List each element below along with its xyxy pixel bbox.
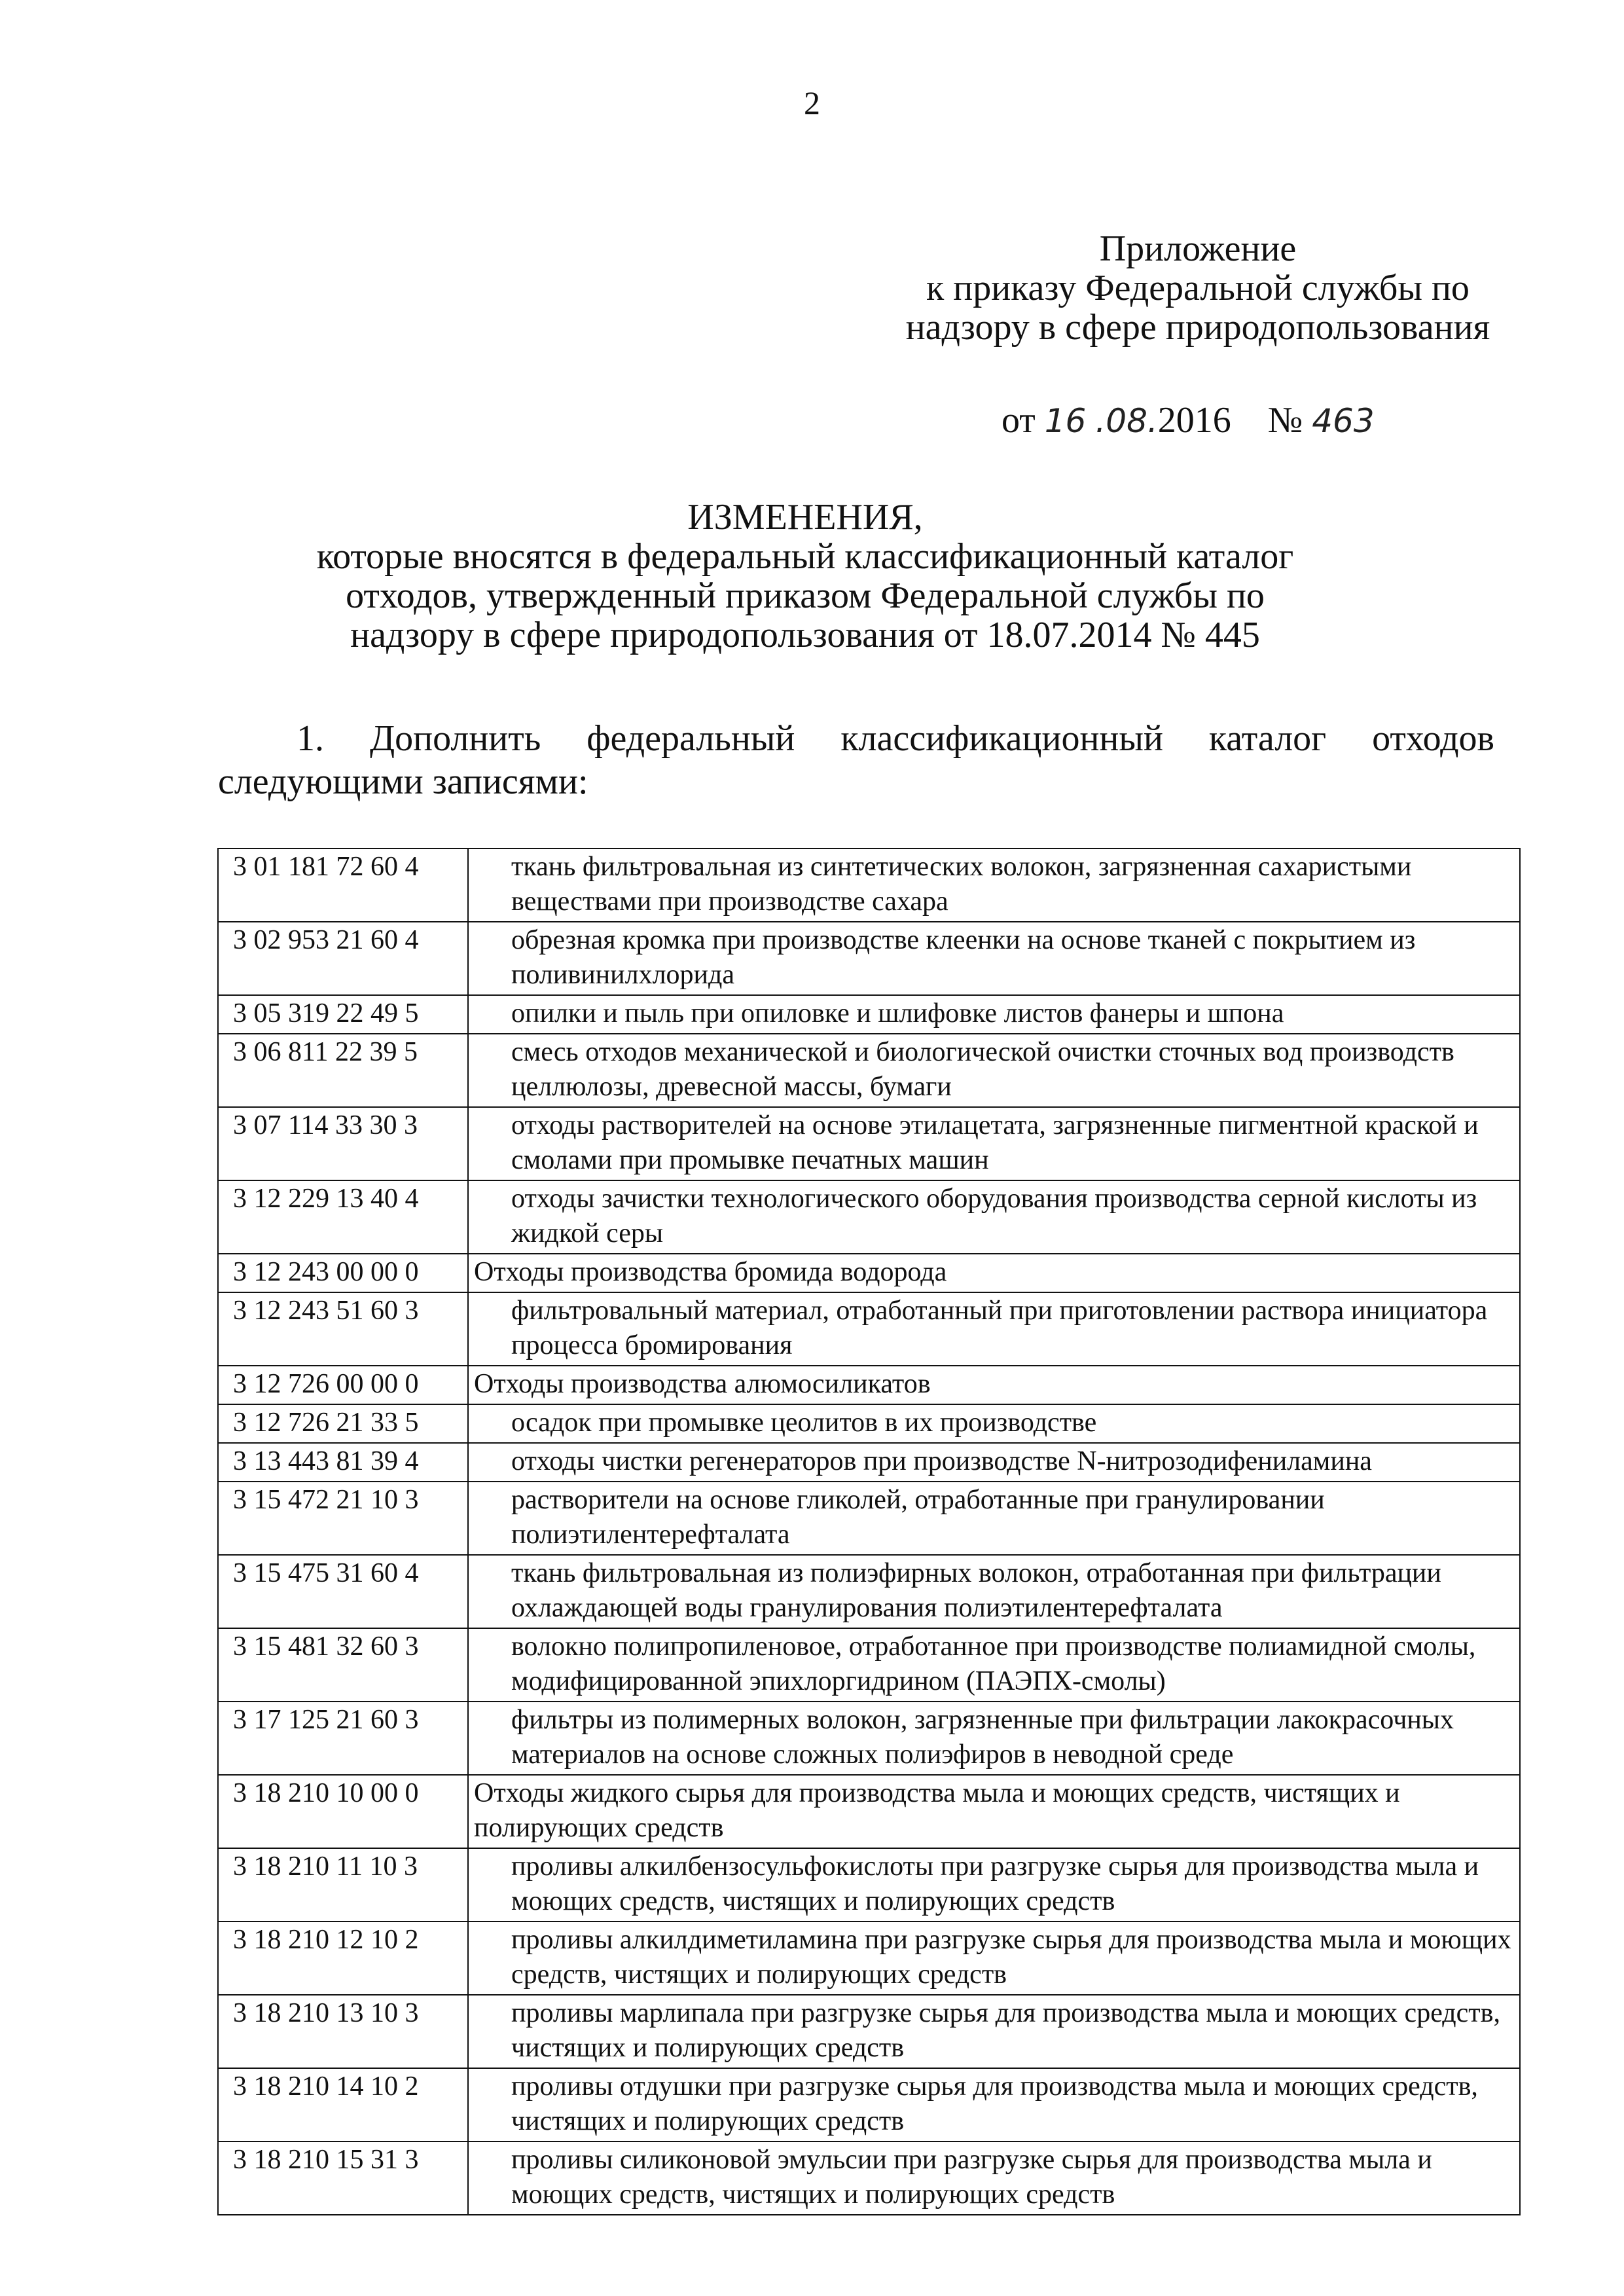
waste-code: 3 18 210 10 00 0 xyxy=(218,1775,468,1848)
order-day-handwritten: 16 xyxy=(1044,402,1087,440)
table-row xyxy=(218,1443,1520,1482)
intro-paragraph-line-1: 1. Дополнить федеральный классификационный каталог отходов xyxy=(297,718,1494,759)
order-year: 2016 xyxy=(1157,400,1231,441)
intro-paragraph-line-2: следующими записями: xyxy=(218,761,588,802)
waste-description: опилки и пыль при опиловке и шлифовке листов фанеры и шпона xyxy=(468,995,1520,1034)
waste-code: 3 12 243 00 00 0 xyxy=(218,1254,468,1292)
order-prefix: от xyxy=(1001,400,1036,441)
changes-subtitle-3: надзору в сфере природопользования от 18.07.2014 № 445 xyxy=(350,615,1260,655)
table-row xyxy=(218,1555,1520,1628)
waste-description: растворители на основе гликолей, отработанные при гранулировании полиэтилентерефталата xyxy=(468,1482,1520,1555)
waste-description: фильтровальный материал, отработанный при приготовлении раствора инициатора процесса бромирования xyxy=(468,1292,1520,1366)
waste-code: 3 15 475 31 60 4 xyxy=(218,1555,468,1628)
waste-code: 3 18 210 15 31 3 xyxy=(218,2141,468,2215)
table-row xyxy=(218,1848,1520,1922)
table-row xyxy=(218,1107,1520,1180)
table-row xyxy=(218,848,1520,922)
waste-description: проливы алкилдиметиламина при разгрузке сырья для производства мыла и моющих средств, чистящих и полирующих средств xyxy=(468,1922,1520,1995)
waste-code: 3 18 210 12 10 2 xyxy=(218,1922,468,1995)
order-number-handwritten: 463 xyxy=(1312,402,1375,440)
changes-heading: ИЗМЕНЕНИЯ, xyxy=(687,497,923,538)
waste-code: 3 06 811 22 39 5 xyxy=(218,1034,468,1107)
changes-title xyxy=(249,498,1362,655)
table-row xyxy=(218,2141,1520,2215)
waste-description: обрезная кромка при производстве клеенки на основе тканей с покрытием из поливинилхлорида xyxy=(468,922,1520,995)
waste-code: 3 05 319 22 49 5 xyxy=(218,995,468,1034)
waste-description: ткань фильтровальная из полиэфирных волокон, отработанная при фильтрации охлаждающей воды гранулирования полиэтилентерефталата xyxy=(468,1555,1520,1628)
waste-group-name: Отходы производства бромида водорода xyxy=(468,1254,1520,1292)
waste-group-name: Отходы производства алюмосиликатов xyxy=(468,1366,1520,1404)
table-row xyxy=(218,2068,1520,2141)
table-row xyxy=(218,1034,1520,1107)
order-number-sign: № xyxy=(1267,400,1303,441)
waste-code: 3 12 726 00 00 0 xyxy=(218,1366,468,1404)
table-row xyxy=(218,1628,1520,1702)
waste-code: 3 01 181 72 60 4 xyxy=(218,848,468,922)
table-row xyxy=(218,1922,1520,1995)
waste-description: отходы растворителей на основе этилацетата, загрязненные пигментной краской и смолами при промывке печатных машин xyxy=(468,1107,1520,1180)
waste-code: 3 12 726 21 33 5 xyxy=(218,1404,468,1443)
table-row xyxy=(218,1702,1520,1775)
appendix-line-3: надзору в сфере природопользования xyxy=(905,307,1490,348)
waste-description: смесь отходов механической и биологической очистки сточных вод производств целлюлозы, древесной массы, бумаги xyxy=(468,1034,1520,1107)
order-date-number xyxy=(1001,399,1375,441)
appendix-line-2: к приказу Федеральной службы по xyxy=(926,268,1470,308)
appendix-header xyxy=(871,229,1525,347)
waste-description: отходы чистки регенераторов при производстве N-нитрозодифениламина xyxy=(468,1443,1520,1482)
waste-group-name: Отходы жидкого сырья для производства мыла и моющих средств, чистящих и полирующих средств xyxy=(468,1775,1520,1848)
waste-description: осадок при промывке цеолитов в их производстве xyxy=(468,1404,1520,1443)
waste-description: волокно полипропиленовое, отработанное при производстве полиамидной смолы, модифицированной эпихлоргидрином (ПАЭПХ-смолы) xyxy=(468,1628,1520,1702)
table-row xyxy=(218,922,1520,995)
waste-code: 3 12 229 13 40 4 xyxy=(218,1180,468,1254)
page-number: 2 xyxy=(804,84,820,121)
table-row xyxy=(218,1404,1520,1443)
changes-subtitle-1: которые вносятся в федеральный классификационный каталог xyxy=(316,536,1294,577)
waste-code: 3 18 210 11 10 3 xyxy=(218,1848,468,1922)
table-row xyxy=(218,995,1520,1034)
waste-code: 3 18 210 14 10 2 xyxy=(218,2068,468,2141)
appendix-title: Приложение xyxy=(1099,228,1297,269)
waste-description: проливы алкилбензосульфокислоты при разгрузке сырья для производства мыла и моющих средств, чистящих и полирующих средств xyxy=(468,1848,1520,1922)
waste-catalog-table xyxy=(217,848,1521,2215)
waste-code: 3 12 243 51 60 3 xyxy=(218,1292,468,1366)
waste-code: 3 07 114 33 30 3 xyxy=(218,1107,468,1180)
waste-description: проливы отдушки при разгрузке сырья для производства мыла и моющих средств, чистящих и полирующих средств xyxy=(468,2068,1520,2141)
waste-code: 3 15 472 21 10 3 xyxy=(218,1482,468,1555)
waste-code: 3 13 443 81 39 4 xyxy=(218,1443,468,1482)
waste-code: 3 18 210 13 10 3 xyxy=(218,1995,468,2068)
table-row xyxy=(218,1366,1520,1404)
table-row xyxy=(218,1995,1520,2068)
waste-code: 3 15 481 32 60 3 xyxy=(218,1628,468,1702)
waste-description: проливы силиконовой эмульсии при разгрузке сырья для производства мыла и моющих средств, чистящих и полирующих средств xyxy=(468,2141,1520,2215)
table-row xyxy=(218,1180,1520,1254)
waste-description: отходы зачистки технологического оборудования производства серной кислоты из жидкой серы xyxy=(468,1180,1520,1254)
waste-code: 3 02 953 21 60 4 xyxy=(218,922,468,995)
changes-subtitle-2: отходов, утвержденный приказом Федеральной службы по xyxy=(346,575,1265,616)
waste-code: 3 17 125 21 60 3 xyxy=(218,1702,468,1775)
table-row xyxy=(218,1292,1520,1366)
table-row xyxy=(218,1482,1520,1555)
waste-description: ткань фильтровальная из синтетических волокон, загрязненная сахаристыми веществами при производстве сахара xyxy=(468,848,1520,922)
waste-description: проливы марлипала при разгрузке сырья для производства мыла и моющих средств, чистящих и полирующих средств xyxy=(468,1995,1520,2068)
waste-description: фильтры из полимерных волокон, загрязненные при фильтрации лакокрасочных материалов на основе сложных полиэфиров в неводной среде xyxy=(468,1702,1520,1775)
table-row xyxy=(218,1254,1520,1292)
table-row xyxy=(218,1775,1520,1848)
order-month-handwritten: .08. xyxy=(1095,402,1158,440)
